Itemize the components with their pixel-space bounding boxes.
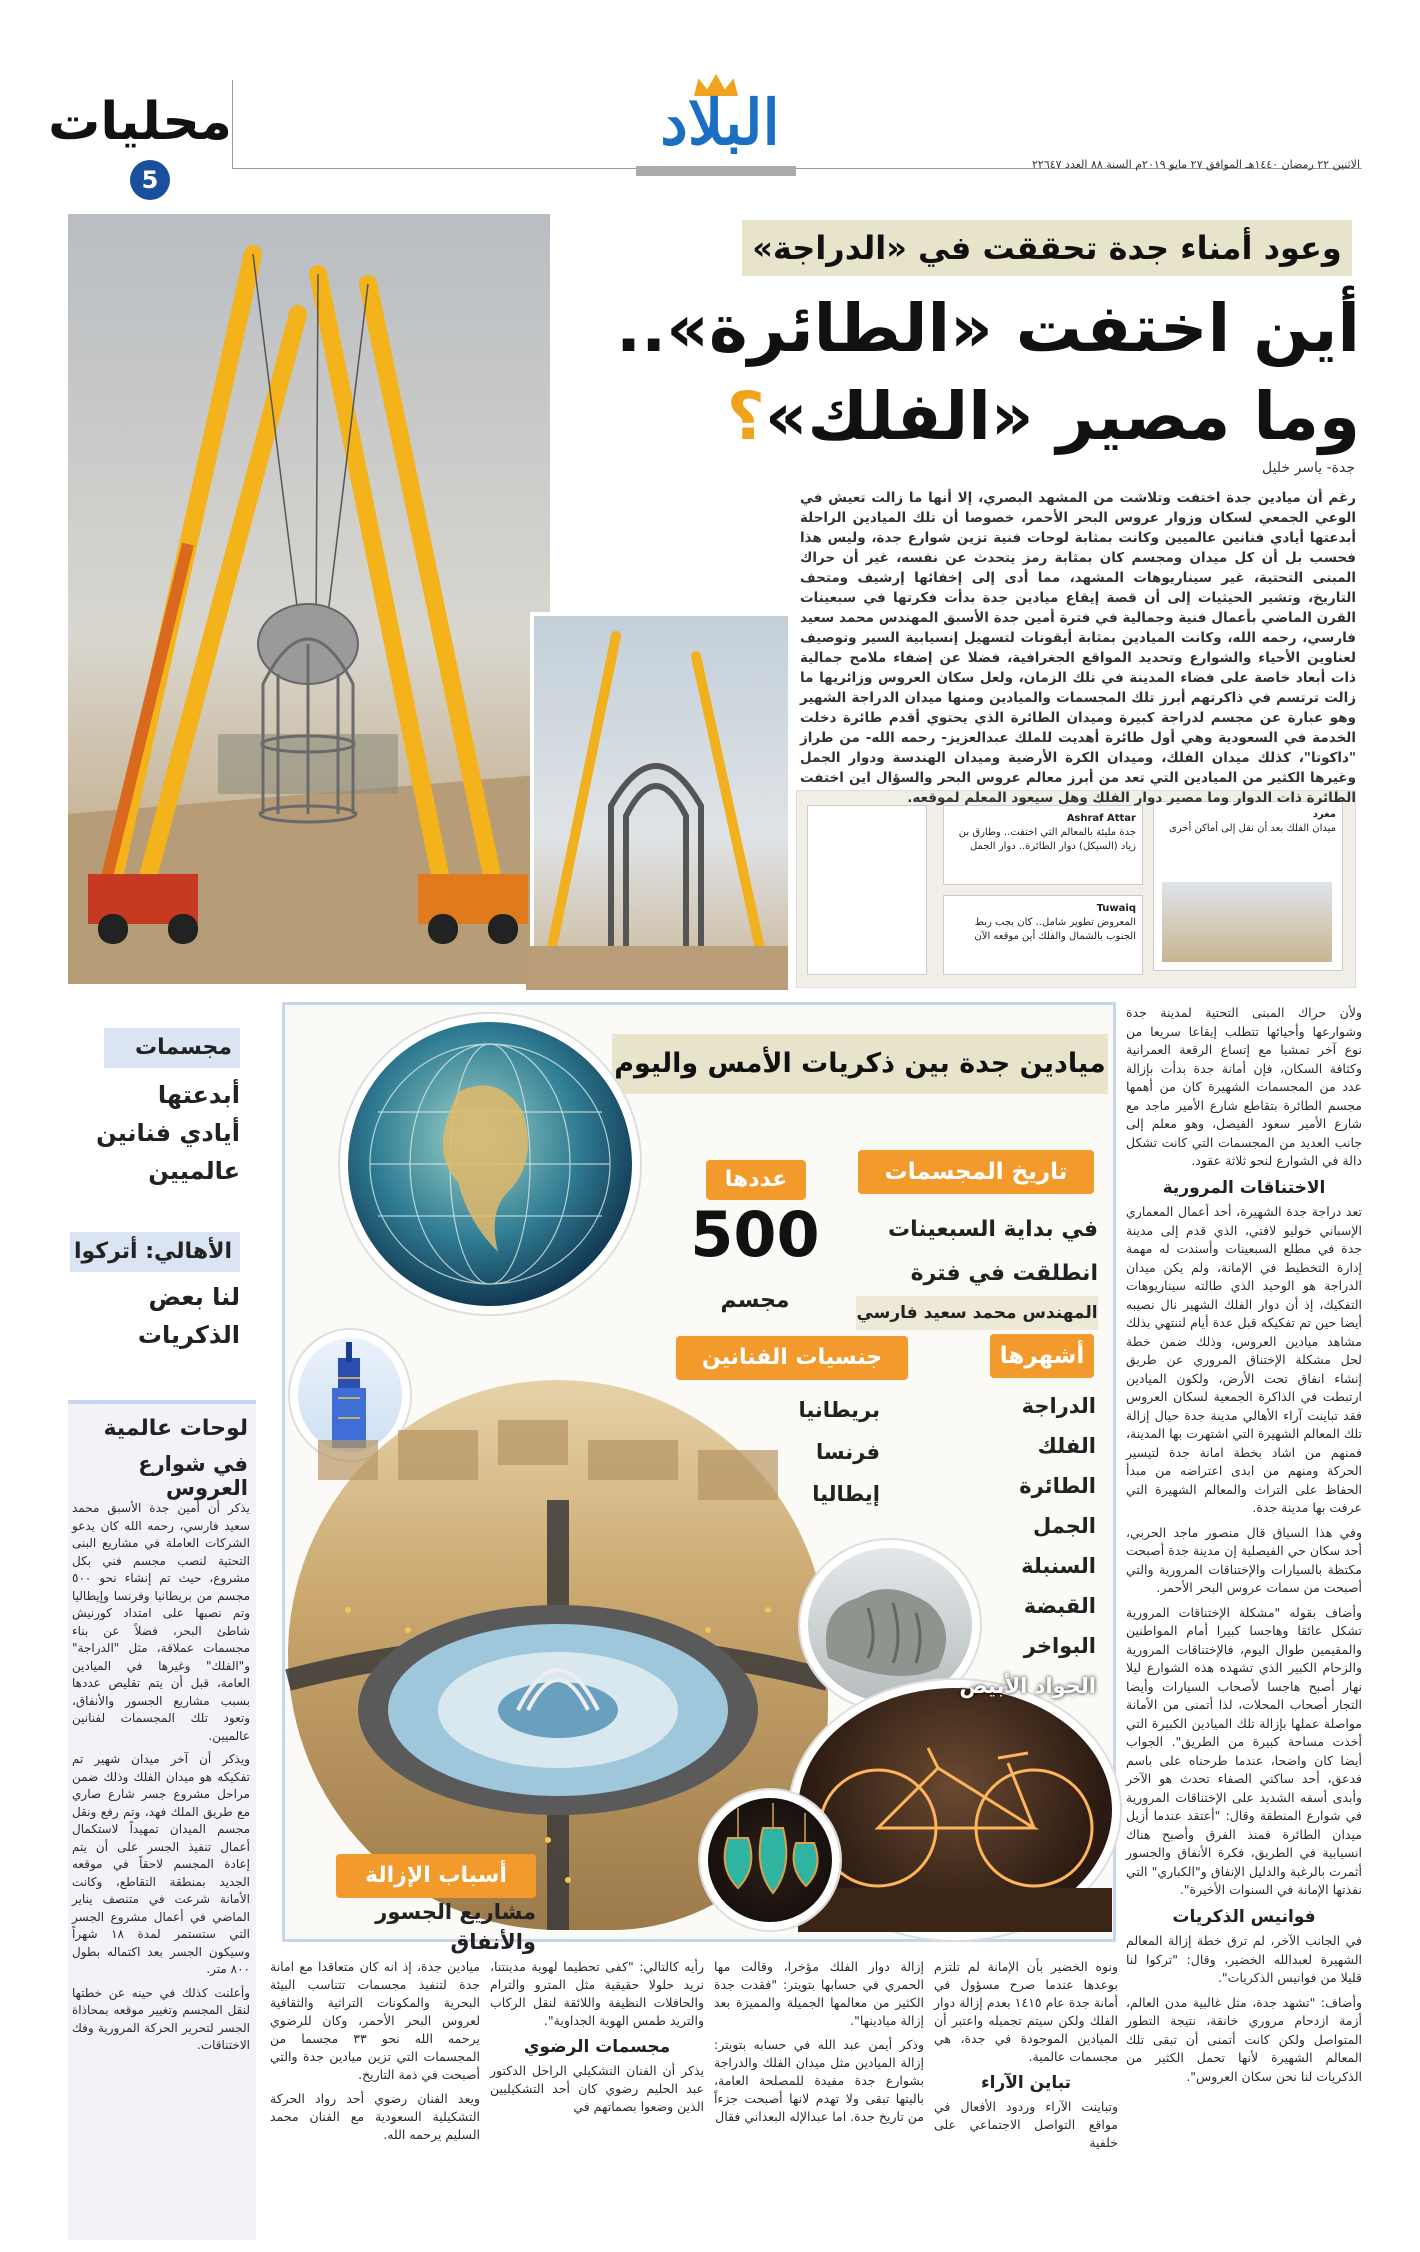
quote-highlight: الأهالي: أتركوا xyxy=(70,1232,240,1272)
famous-item: السنبلة xyxy=(1021,1554,1096,1578)
paragraph: ولأن حراك المبنى التحتية لمدينة جدة وشوارعها وأحيائها تتطلب إيقاعا سريعا من نوع آخر تمشيا مع إتساع الرقعة العمرانية وكثافة السكان، فإن أمانة جدة بدأت بإزالة عدد من المجسمات الشهيرة كان من أهمها مجسم الطائرة بتقاطع شارع الأمير ماجد مع شارع الأمير سعود الفيصل، وهو معلم إلى جانب العديد من المجسمات التي كانت تشكل دالة في الشوارع لنحو ثلاثة عقود. xyxy=(1126,1005,1362,1168)
issue-dateline: الاثنين ٢٢ رمضان ١٤٤٠هـ الموافق ٢٧ مايو ٢٠١٩م السنة ٨٨ العدد ٢٢٦٤٧ xyxy=(1032,158,1360,171)
tweet-text: ميدان الفلك بعد أن نقل إلى أماكن أخرى xyxy=(1168,823,1336,834)
tweet-author: مغرد xyxy=(1312,809,1336,820)
tweet-author: Ashraf Attar xyxy=(1066,813,1136,824)
lanterns-photo xyxy=(700,1790,840,1930)
paragraph: وأضاف: "تشهد جدة، مثل غالبية مدن العالم، أزمة ازدحام مروري خانقة، نتيجة التطور المتواصل ولكن كانت أتمنى أن تبقى تلك المعالم الشهيرة لأنها تحمل الكثير من الذكريات لنا نحن سكان العروس". xyxy=(1126,1994,1362,2084)
arches-illustration xyxy=(526,616,788,990)
header-vertical-rule xyxy=(232,80,233,168)
paragraph: رأيه كالتالي: "كفى تحطيما لهوية مدينتنا، نريد حلولا حقيقية مثل المترو والترام والحافلات النظيفة واللائقة لنقل الركاب والتريد طمس الهوية الجداوية". xyxy=(490,1959,704,2028)
paragraph: ويعد الفنان رضوي أحد رواد الحركة التشكيلية السعودية مع الفنان محمد السليم يرحمه الله. xyxy=(270,2091,480,2142)
history-line-2: انطلقت في فترة xyxy=(910,1261,1098,1286)
globe-illustration xyxy=(348,1022,632,1306)
quote-line: أبدعتها xyxy=(157,1081,240,1109)
paragraph: إزالة دوار الفلك مؤخرا، وقالت مها الحمري في حسابها بتويتر: "فقدت جدة الكثير من معالمها الجميلة والمميزة بعد إزالة ميادينها". xyxy=(714,1959,924,2028)
famous-item: البواخر xyxy=(1023,1634,1096,1658)
paragraph: ويذكر أن آخر ميدان شهير تم تفكيكه هو ميدان الفلك وذلك ضمن مراحل مشروع جسر شارع صاري مع طريق الملك فهد، وتم رفع ونقل مجسم الميدان تمهيداً لاستكمال أعمال تنفيذ الجسر على أن يتم إعادة المجسم لاحقاً في موقعه الجديد بمنطقة التقاطع، وكانت الأمانة شرعت في متنصف يناير الماضي في أعمال مشروع الجسر التي ستستمر لمدة ١٨ شهراً وسيكون الجسر بعد اكتماله بطول ٨٠٠ متر. xyxy=(72,1752,250,1976)
logo-underbar xyxy=(636,166,796,176)
tweet-text: المعروض تطوير شامل.. كان يجب ربط الجنوب بالشمال والفلك أين موقعه الآن xyxy=(974,917,1136,942)
history-tag: تاريخ المجسمات xyxy=(858,1150,1094,1194)
byline: جدة- ياسر خليل xyxy=(1261,460,1355,476)
quote-highlight: مجسمات xyxy=(104,1028,240,1068)
headline-kicker: وعود أمناء جدة تحققت في «الدراجة» xyxy=(742,220,1352,276)
removal-line-2: والأنفاق xyxy=(450,1930,536,1954)
headline-line1: أين اختفت «الطائرة».. xyxy=(616,290,1360,367)
infographic-title: ميادين جدة بين ذكريات الأمس واليوم xyxy=(612,1034,1108,1094)
quote-line: الذكريات xyxy=(137,1321,240,1349)
globe-photo xyxy=(340,1014,640,1314)
tweet-card xyxy=(943,805,1143,885)
paragraph: يذكر أن أمين جدة الأسبق محمد سعيد فارسي، رحمه الله كان يدعو الشركات العاملة في مشاريع البنى التحتية لنصب مجسم فني بكل مشروع، حيث تم إنشاء نحو ٥٠٠ مجسم من بريطانيا وفرنسا وإيطاليا وتم نصبها على امتداد كورنيش شاطئ البحر، فضلاً عن بناء مجسمات عملاقة، مثل "الدراجة" و"الفلك" وغيرها في الميادين العامة، قبل أن يتم تقليص عددها بسبب مشاريع الجسور والأنفاق، وتعود تلك المجسمات لفنانين عالميين. xyxy=(72,1501,250,1743)
artists-tag: جنسيات الفنانين xyxy=(676,1336,908,1380)
count-value: 500 xyxy=(690,1198,820,1271)
lanterns-illustration xyxy=(708,1798,832,1922)
bicycle-illustration xyxy=(798,1688,1112,1932)
subheading: تباين الآراء xyxy=(980,2073,1072,2093)
arches-photo xyxy=(530,612,792,986)
famous-item: الدراجة xyxy=(1021,1394,1096,1418)
history-line-3: المهندس محمد سعيد فارسي xyxy=(856,1296,1098,1330)
right-article-column xyxy=(1126,1004,1362,2240)
tweet-card xyxy=(943,895,1143,975)
page-number-badge: 5 xyxy=(130,160,170,200)
headline-question-mark: ؟ xyxy=(726,378,765,455)
removal-tag: أسباب الإزالة xyxy=(336,1854,536,1898)
bottom-column-3 xyxy=(490,1958,704,2240)
paragraph: وأضاف بقوله "مشكلة الإختناقات المرورية تشكل عائقا وهاجسا كبيرا أمام المواطنين والمقيمين طوال اليوم، فالإختناقات المرورية والزحام الكبير الذي تشهده هذه الشوارع ليلا نهار أصبح هاجسا لأصحاب السيارات وأيضا التجار أصحاب المحلات، لذا أتمنى من الأمانة مواصلة عملها بإزالة تلك الميادين الكبيرة التي أخذت مساحة كبيرة من الطريق". الجواب أيضا كان واضحا، عندما طرحناه على باسم فدعق، أحد ساكني الصفاء تحدث هو الآخر وأبدى أسفه الشديد على الإختناقات المرورية في شوارع المنطقة وقال: "أعتقد عندما أزيل ميدان الطائرة فمنذ الفرق وأصبح هناك انسيابية في الطريق، فكرة الأنفاق والجسور أثمرت بالرغبة والدليل الإنفاق و"الكباري" التي نفذتها الإمانة في السنوات الأخيرة". xyxy=(1126,1604,1362,1897)
famous-item: الطائرة xyxy=(1019,1474,1096,1498)
famous-item: الجواد الأبيض xyxy=(959,1674,1096,1698)
famous-item: الفلك xyxy=(1037,1434,1096,1458)
paragraph: يذكر أن الفنان التشكيلي الراحل الدكتور عبد الحليم رضوي كان أحد التشكيليين الذين وضعوا بصماتهم في xyxy=(490,2063,704,2114)
cranes-photo xyxy=(68,214,550,984)
famous-tag: أشهرها xyxy=(990,1334,1094,1378)
tweet-card xyxy=(1153,801,1343,971)
paragraph: وفي هذا السياق قال منصور ماجد الحربي، أحد سكان حي الفيصلية إن مدينة جدة أصبحت مكتظة بالسيارات والإختناقات المرورية والتي أصبحت من سمات عروس البحر الأحمر. xyxy=(1126,1524,1362,1595)
left-article-title-1: لوحات عالمية xyxy=(103,1416,248,1441)
paragraph: وتباينت الآراء وردود الأفعال في مواقع التواصل الاجتماعي على خلفية xyxy=(934,2099,1118,2150)
paragraph: وأعلنت كذلك في حينه عن خطتها لنقل المجسم وتغيير موقعه بمحاذاة الجسر لتحرير الحركة المرورية وفك الاختناقات. xyxy=(72,1985,250,2052)
masthead xyxy=(0,0,1420,194)
logo-text: البلاد xyxy=(660,86,780,159)
history-line-1: في بداية السبعينات xyxy=(887,1217,1098,1242)
tweet-image xyxy=(1162,882,1332,962)
famous-item: القبضة xyxy=(1023,1594,1096,1618)
left-article-title-2: في شوارع العروس xyxy=(138,1452,248,1500)
tweets-screenshot xyxy=(796,790,1356,988)
count-tag: عددها xyxy=(706,1160,806,1200)
tweet-card xyxy=(807,805,927,975)
paragraph: وذكر أيمن عبد الله في حسابه بتويتر: إزالة الميادين مثل ميدان الفلك والدراجة بشوارع جدة مفيدة للمصلحة العامة، باليتها تبقى ولا تهدم لانها أصبحت جزءاً من تاريخ جدة. اما عبدالإله البعداني فقال xyxy=(714,2037,924,2124)
bottom-column-2 xyxy=(714,1958,924,2240)
artist-country: بريطانيا xyxy=(798,1398,880,1422)
subheading: مجسمات الرضوي xyxy=(523,2037,671,2057)
tweet-text: جدة مليئة بالمعالم التي اختفت.. وطارق بن زياد (السيكل) دوار الطائرة.. دوار الجمل xyxy=(958,827,1136,852)
quote-line: عالميين xyxy=(148,1157,240,1185)
cranes-illustration xyxy=(68,214,550,984)
bicycle-photo xyxy=(790,1680,1120,1940)
headline-line2: وما مصير «الفلك» xyxy=(764,378,1360,455)
section-title: محليات xyxy=(48,92,232,152)
artist-country: فرنسا xyxy=(816,1440,880,1464)
subheading: الاختناقات المرورية xyxy=(1162,1177,1326,1198)
lead-text: رغم أن ميادين جدة اختفت وتلاشت من المشهد البصري، إلا أنها ما زالت تعيش في الوعي الجمعي لسكان وزوار عروس البحر الأحمر، خصوصا أن تلك الميادين الراحلة أبدعتها أيادي فنانين عالميين وكانت بمثابة لوحات فنية تزين شوارع جدة، وليس هذا فحسب بل أن كل ميدان ومجسم كان بمثابة رمز يتحدث عن نفسه، غير أن حراك المبنى التحتية، غير سيناريوهات المشهد، مما أدى إلى إخفائها إرشيف ومتحف التاريخ، وتشير الحيثيات إلى أن قصة إيقاع ميادين جدة بدأت فكرتها في سبعينات القرن الماضي بأعمال فنية وجمالية في فترة أمين جدة الأسبق المهندس محمد سعيد فارسي، رحمه الله، وكانت الميادين بمثابة أيقونات لتسهيل إنسيابية السير وتوصيف لعناوين الأحياء والشوارع وتحديد المواقع الجغرافية، فضلا عن إضفاء ملامح جمالية ذات أبعاد خاصة على فضاء المدينة في تلك الزمان، ولعل سكان العروس وزائريها ما زالت ترتسم في ذاكرتهم أبرز تلك المجسمات والميادين ومنها ميدان الدراجة الشهير وهو عبارة عن مجسم لدراجة كبيرة وميدان الطائرة الذي يحتوي أقدم طائرة دخلت الخدمة في السعودية وهي أول طائرة أهديت للملك عبدالعزيز- رحمه الله- من طراز "داكوتا"، كذلك ميدان الفلك، وميدان الكرة الأرضية وميدان الهندسة ودوار الجمل وغيرها الكثير من الميادين التي تعد من أبرز معالم عروس البحر والسؤال اين اختفت الطائرة ذات الدوار وما مصير دوار الفلك وهل سيعود المعلم لموقعه. xyxy=(800,490,1356,806)
quote-line: أيادي فنانين xyxy=(96,1119,240,1147)
quote-line: لنا بعض xyxy=(148,1283,240,1311)
subheading: فوانيس الذكريات xyxy=(1172,1906,1316,1927)
famous-item: الجمل xyxy=(1032,1514,1096,1538)
logo xyxy=(630,74,810,160)
removal-line-1: مشاريع الجسور xyxy=(375,1900,536,1924)
paragraph: في الجانب الآخر، لم ترق خطة إزالة المعالم الشهيرة لعبدالله الخضير، وقال: "تركوا لنا قليلا من فوانيس الذكريات". xyxy=(1126,1933,1362,1985)
bottom-column-1 xyxy=(934,1958,1118,2240)
paragraph: تعد دراجة جدة الشهيرة، أحد أعمال المعماري الإسباني خوليو لافتي، الذي قدم إلى مدينة جدة في مطلع السبعينات وأسندت له مهمة إدارة التخطيط في الإمانة، ولم يكن ميدان الدراجة هو الوحيد الذي طالته سيناريوهات التفكيك، إذ أن دوار الفلك الشهير نال نصيبه أيضا حين تم تفكيكه قبل عدة أيام لتنتهي بذلك مشاهد ميادين العروس، وذلك ضمن خطة لحل مشكلة الإختناق المروري عن طريق إنشاء انفاق تحت الأرض، ولكون الميادين ارتبطت في الذاكرة الجمعية لسكان العروس فقد تباينت آراء الأهالي مدينة جدة حيال إزالة تلك المعالم الشهيرة التي اشتهرت بها المدينة، فمنهم من اشاد بخطة امانة جدة لتيسير الحركة ومنهم من ابدى اعتراضه من مبدأ الحفاظ على التراث والمعالم الشهيرة التي عرفت بها مدينة جدة. xyxy=(1126,1204,1362,1515)
bottom-column-4 xyxy=(270,1958,480,2240)
left-article-body xyxy=(72,1500,250,2230)
tweet-author: Tuwaiq xyxy=(1096,903,1136,914)
count-unit: مجسم xyxy=(720,1288,790,1313)
paragraph: ونوه الخضير بأن الإمانة لم تلتزم بوعدها عندما صرح مسؤول في أمانة جدة عام ١٤١٥ بعدم إزالة دوار الفلك ولكن سيتم تجميله واعتبر أن الميادين الموجودة في جدة، هي مجسمات عالمية. xyxy=(934,1959,1118,2064)
paragraph: ميادين جدة، إذ انه كان متعاقدا مع امانة جدة لتنفيذ مجسمات تتناسب البيئة البحرية والمكونات التراثية والثقافية لعروس البحر الأحمر، وكان للرضوي يرحمه الله نحو ٣٣ مجسما من المجسمات التي تزين ميادين جدة والتي أصبحت في ذمة التاريخ. xyxy=(270,1959,481,2082)
artist-country: إيطاليا xyxy=(812,1482,880,1506)
